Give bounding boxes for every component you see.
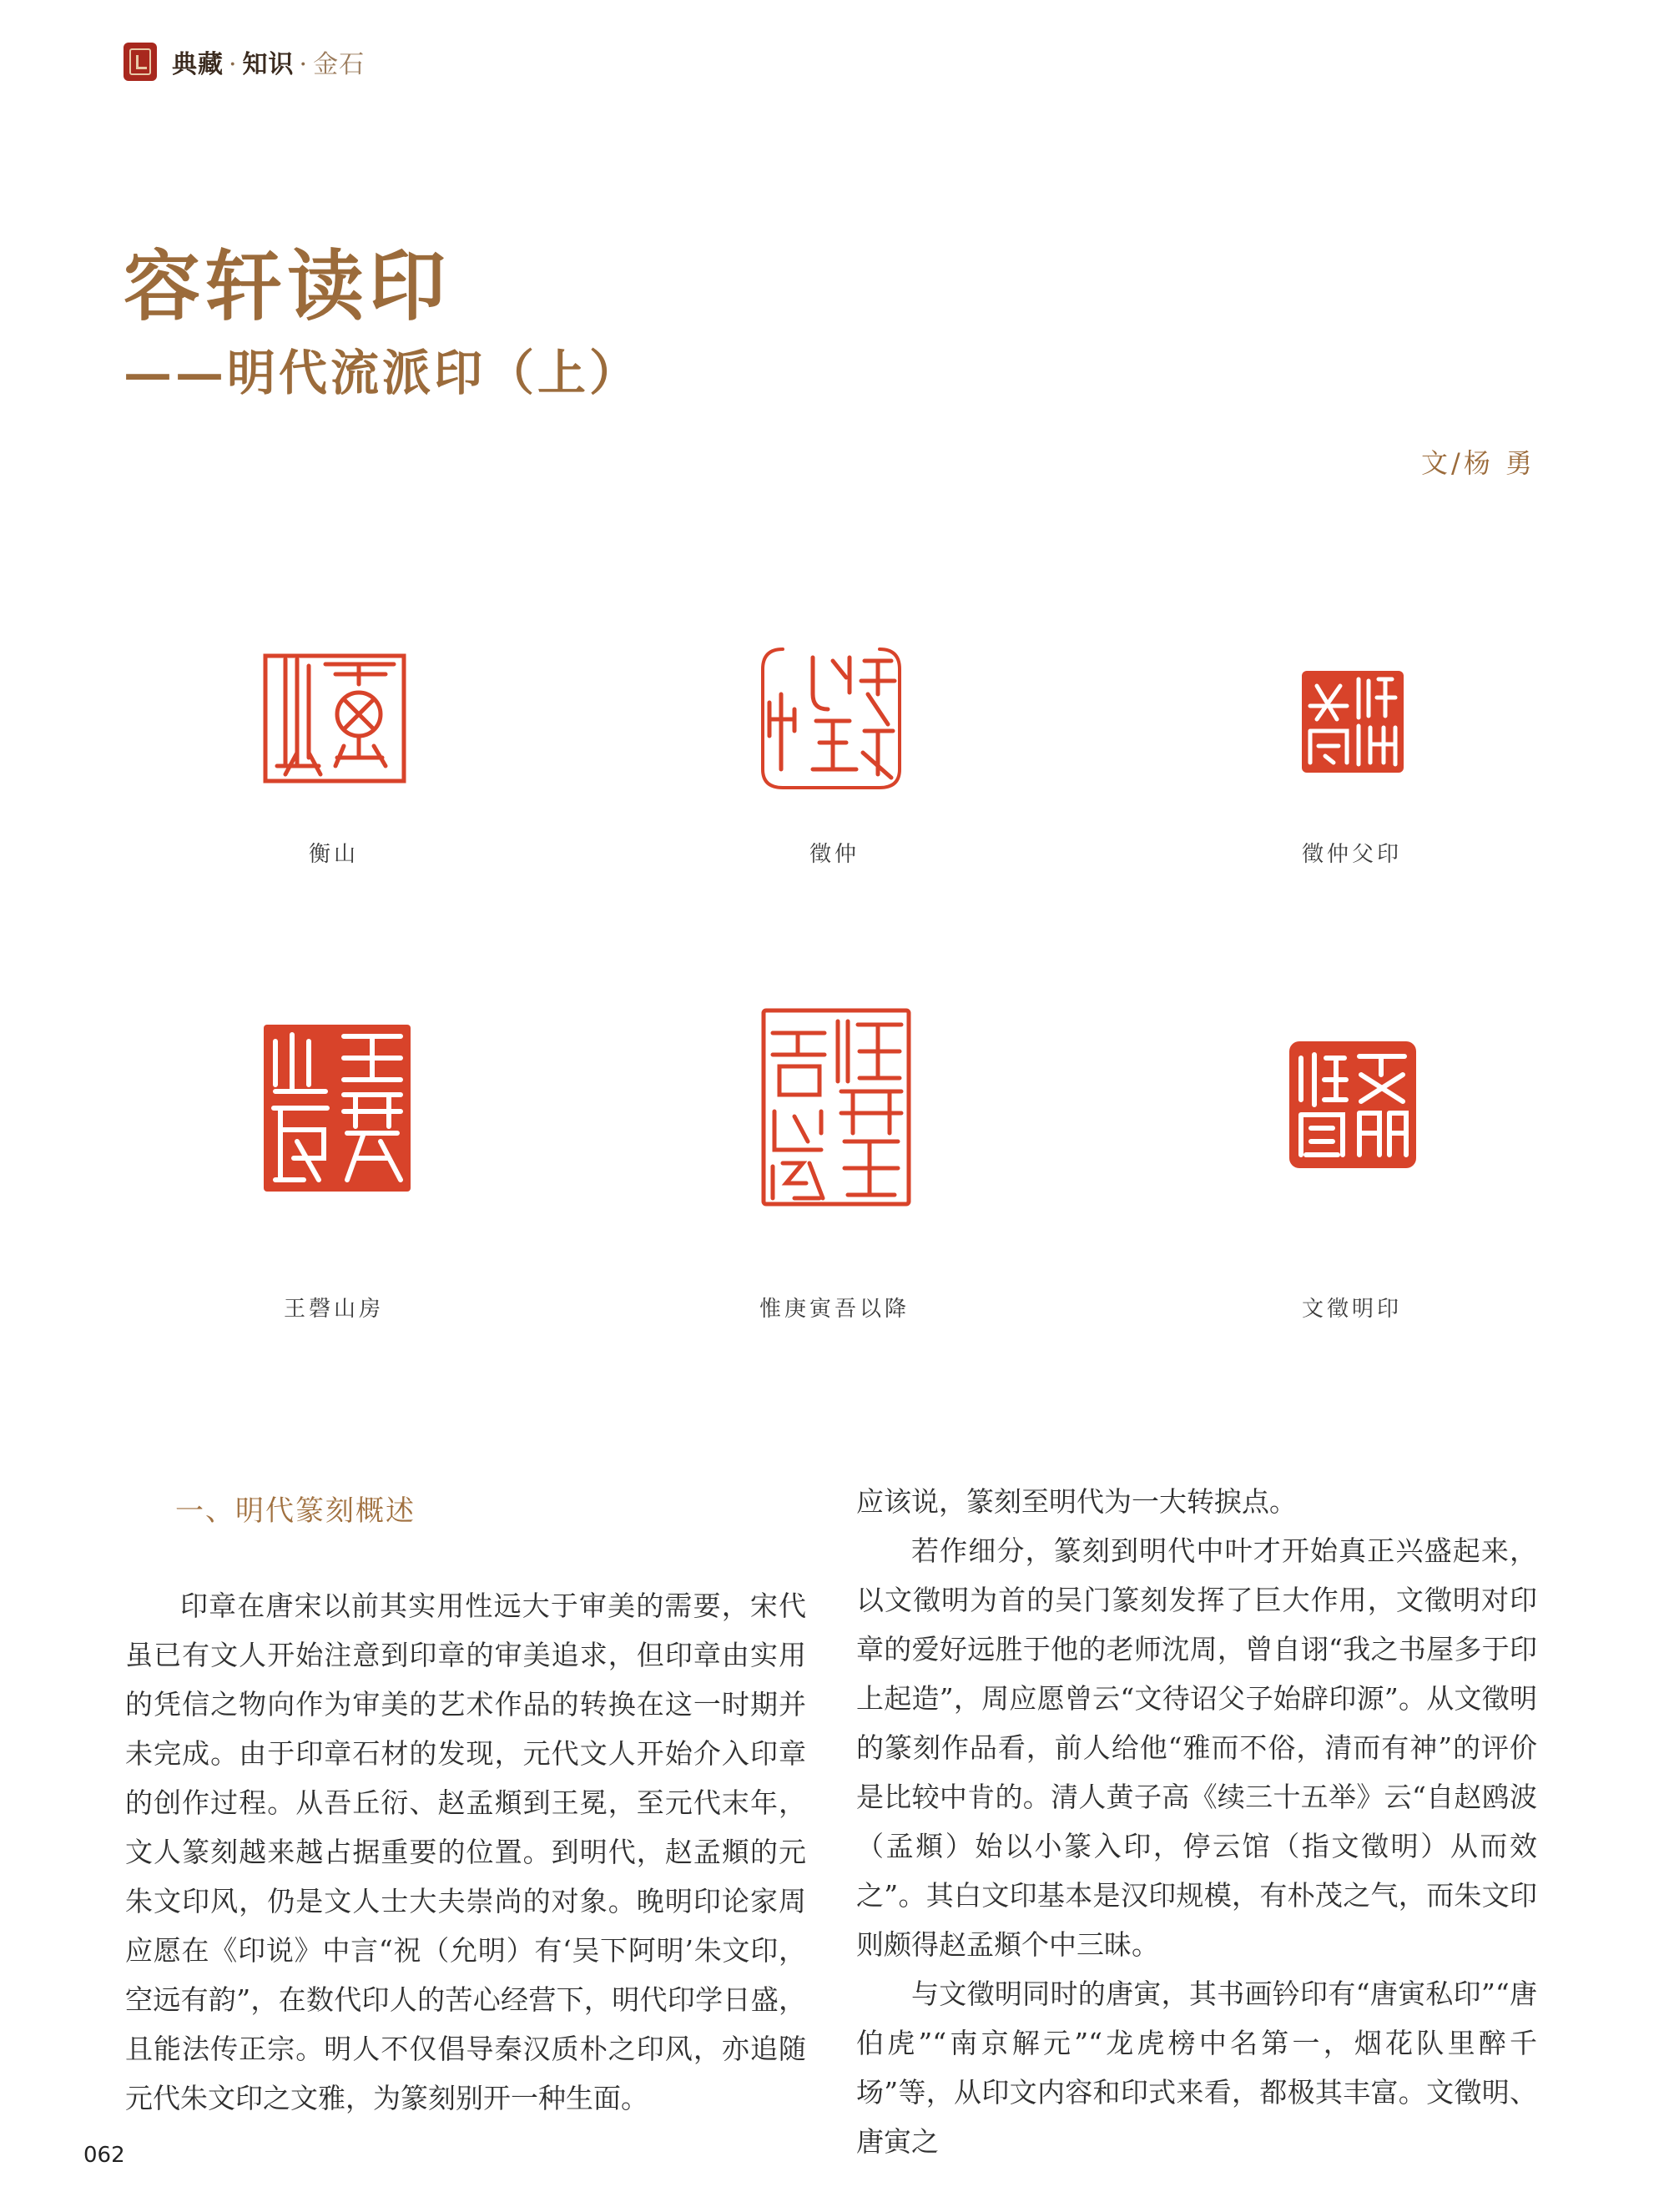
header-separator: · [229,50,238,79]
body-paragraph: 与文徵明同时的唐寅，其书画钤印有“唐寅私印”“唐伯虎”“南京解元”“龙虎榜中名第一，烟花队里醉千场”等，从印文内容和印式来看，都极其丰富。文徵明、唐寅之 [856,1978,1537,2158]
body-paragraph: 应该说，篆刻至明代为一大转捩点。 [856,1485,1297,1518]
seal-image-wei-gengyin-wu-yi-jiang [761,1008,911,1207]
seal-caption: 惟庚寅吾以降 [759,1297,910,1322]
seal-image-zhengzhong [758,644,905,793]
header-separator: · [299,50,309,79]
body-column-right [856,1477,1537,2166]
body-paragraph: 印章在唐宋以前其实用性远大于审美的需要，宋代虽已有文人开始注意到印章的审美追求，但印章由实用的凭信之物向作为审美的艺术作品的转换在这一时期并未完成。由于印章石材的发现，元代文人开始介入印章的创作过程。从吾丘衍、赵孟頫到王冕，至元代末年，文人篆刻越来越占据重要的位置。到明代，赵孟頫的元朱文印风，仍是文人士大夫崇尚的对象。晚明印论家周应愿在《印说》中言“祝（允明）有‘吴下阿明’朱文印，空远有韵”，在数代印人的苦心经营下，明代印学日盛，且能法传正宗。明人不仅倡导秦汉质朴之印风，亦追随元代朱文印之文雅，为篆刻别开一种生面。 [125,1590,806,2114]
article-title: 容轩读印 [124,241,451,331]
section-path [172,43,365,80]
seal-image-hengshan [260,649,409,786]
header-part-2: 知识 [242,50,295,79]
running-header [124,42,365,82]
magazine-logo-icon [124,43,157,81]
seal-image-wen-zhengming-yin [1289,1041,1416,1168]
seal-image-zhengzhongfu-yin [1300,669,1405,774]
article-subtitle: ——明代流派印（上） [124,345,642,401]
page-number: 062 [83,2143,125,2168]
header-part-1: 典藏 [172,50,224,79]
seal-caption: 徵仲 [809,842,860,867]
seal-caption: 衡山 [308,842,359,867]
section-heading: 一、明代篆刻概述 [175,1494,416,1528]
author-byline: 文/杨 勇 [1421,447,1535,479]
seal-image-wangqing-shanfang [264,1025,411,1192]
seal-caption: 徵仲父印 [1301,842,1402,867]
body-paragraph: 若作细分，篆刻到明代中叶才开始真正兴盛起来，以文徵明为首的吴门篆刻发挥了巨大作用，文徵明对印章的爱好远胜于他的老师沈周，曾自诩“我之书屋多于印上起造”，周应愿曾云“文待诏父子始辟印源”。从文徵明的篆刻作品看，前人给他“雅而不俗，清而有神”的评价是比较中肯的。清人黄子高《续三十五举》云“自赵鸥波（孟頫）始以小篆入印，停云馆（指文徵明）从而效之”。其白文印基本是汉印规模，有朴茂之气，而朱文印则颇得赵孟頫个中三昧。 [856,1534,1537,1961]
body-column-left [125,1581,806,2123]
seal-caption: 王磬山房 [283,1297,384,1322]
seal-caption: 文徵明印 [1301,1297,1402,1322]
header-part-3: 金石 [313,50,366,79]
